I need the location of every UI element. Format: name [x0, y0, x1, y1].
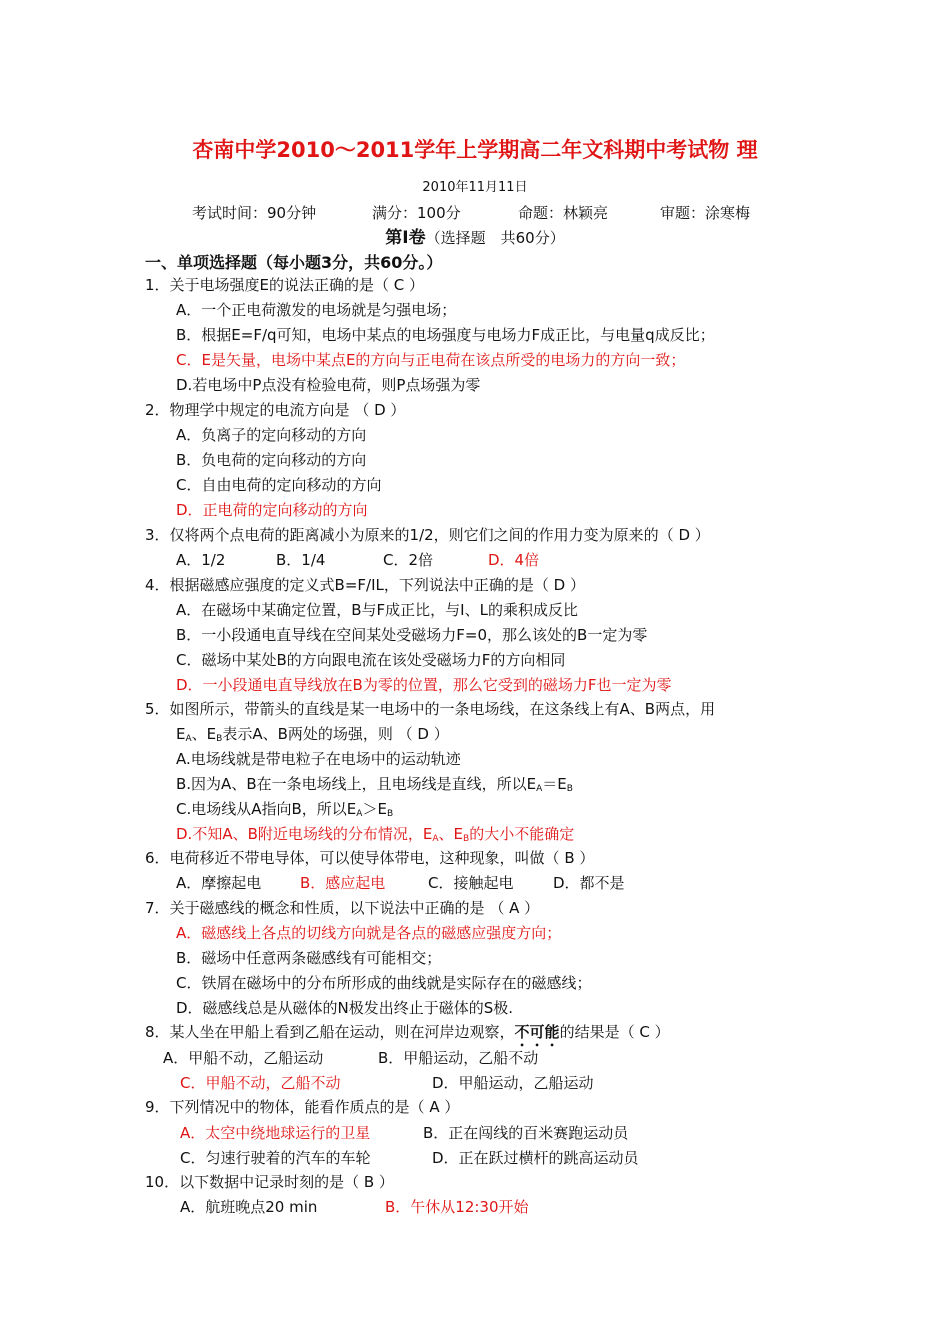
question-5-option-c-pre: C.电场线从A指向B，所以E — [176, 800, 357, 818]
subscript-a: A — [536, 784, 543, 794]
exam-date: 2010年11月11日 — [422, 180, 528, 195]
question-3-stem: 3．仅将两个点电荷的距离减小为原来的1/2，则它们之间的作用力变为原来的（ D ） — [145, 526, 710, 544]
question-5-option-d-mid: 、E — [438, 825, 464, 843]
question-5-option-c-mid: ＞E — [362, 800, 387, 818]
question-5-option-a: A.电场线就是带电粒子在电场中的运动轨迹 — [176, 750, 461, 768]
section-title — [0, 228, 950, 248]
question-5-option-b-pre: B.因为A、B在一条电场线上，且电场线是直线，所以E — [176, 775, 537, 793]
question-7-option-b: B．磁场中任意两条磁感线有可能相交； — [176, 949, 442, 967]
question-8-stem-post: 的结果是（ C ） — [559, 1023, 670, 1041]
question-2-option-c: C．自由电荷的定向移动的方向 — [176, 476, 382, 494]
question-5-option-d-pre: D.不知A、B附近电场线的分布情况，E — [176, 825, 433, 843]
section-title-rest: （选择题 共60分） — [425, 229, 565, 247]
question-10-stem: 10．以下数据中记录时刻的是（ B ） — [145, 1173, 394, 1191]
subscript-b: B — [216, 734, 223, 744]
question-4-option-a: A．在磁场中某确定位置，B与F成正比，与I、L的乘积成反比 — [176, 601, 578, 619]
question-2-option-b: B．负电荷的定向移动的方向 — [176, 451, 367, 469]
question-5-stem2-post: 表示A、B两处的场强，则 （ D ） — [222, 725, 449, 743]
question-1-option-c: C．E是矢量，电场中某点E的方向与正电荷在该点所受的电场力的方向一致； — [176, 351, 686, 369]
question-7-stem: 7．关于磁感线的概念和性质，以下说法中正确的是 （ A ） — [145, 899, 540, 917]
question-9-option-d: D．正在跃过横杆的跳高运动员 — [432, 1149, 639, 1167]
question-7-option-a: A．磁感线上各点的切线方向就是各点的磁感应强度方向； — [176, 924, 562, 942]
question-3-option-c: C．2倍 — [383, 551, 434, 569]
question-5-option-b — [176, 774, 573, 794]
question-8-stem-pre: 8．某人坐在甲船上看到乙船在运动，则在河岸边观察， — [145, 1023, 515, 1041]
question-4-option-d: D．一小段通电直导线放在B为零的位置，那么它受到的磁场力F也一定为零 — [176, 676, 672, 694]
question-1-stem: 1．关于电场强度E的说法正确的是（ C ） — [145, 276, 425, 294]
question-7-option-d: D．磁感线总是从磁体的N极发出终止于磁体的S极. — [176, 999, 514, 1017]
question-9-option-c: C．匀速行驶着的汽车的车轮 — [180, 1149, 371, 1167]
question-4-option-c: C．磁场中某处B的方向跟电流在该处受磁场力F的方向相同 — [176, 651, 566, 669]
question-9-option-a: A．太空中绕地球运行的卫星 — [180, 1124, 371, 1142]
question-1-option-d: D.若电场中P点没有检验电荷，则P点场强为零 — [176, 376, 481, 394]
exam-title: 杏南中学2010～2011学年上学期高二年文科期中考试物 理 — [192, 138, 758, 162]
question-5-stem: 5．如图所示，带箭头的直线是某一电场中的一条电场线，在这条线上有A、B两点，用 — [145, 700, 716, 718]
exam-time: 考试时间：90分钟 — [192, 204, 317, 222]
exam-reviewer: 审题：涂寒梅 — [660, 204, 751, 222]
subscript-a: A — [185, 734, 192, 744]
question-5-option-d — [176, 824, 574, 844]
question-9-stem: 9．下列情况中的物体，能看作质点的是（ A ） — [145, 1098, 460, 1116]
question-6-option-c: C．接触起电 — [428, 874, 514, 892]
part-heading: 一、单项选择题（每小题3分，共60分。） — [145, 253, 443, 272]
subscript-a: A — [432, 834, 439, 844]
subscript-b: B — [566, 784, 573, 794]
question-2-option-a: A．负离子的定向移动的方向 — [176, 426, 367, 444]
question-8-option-a: A．甲船不动，乙船运动 — [163, 1049, 324, 1067]
question-3-option-a: A．1/2 — [176, 551, 226, 569]
question-8-option-b: B．甲船运动，乙船不动 — [378, 1049, 539, 1067]
question-5-option-d-post: 的大小不能确定 — [469, 825, 575, 843]
question-4-stem: 4．根据磁感应强度的定义式B=F/IL，下列说法中正确的是（ D ） — [145, 576, 585, 594]
question-5-stem-line2 — [176, 724, 449, 744]
exam-author: 命题：林颖亮 — [518, 204, 609, 222]
question-1-option-b: B．根据E=F/q可知，电场中某点的电场强度与电场力F成正比，与电量q成反比； — [176, 326, 715, 344]
question-6-option-a: A．摩擦起电 — [176, 874, 262, 892]
question-2-option-d: D．正电荷的定向移动的方向 — [176, 501, 368, 519]
question-9-option-b: B．正在闯线的百米赛跑运动员 — [423, 1124, 629, 1142]
question-10-option-b: B．午休从12:30开始 — [385, 1198, 529, 1216]
question-1-option-a: A．一个正电荷激发的电场就是匀强电场； — [176, 301, 457, 319]
question-5-stem2-mid: 、E — [191, 725, 217, 743]
question-5-option-c — [176, 799, 393, 819]
question-8-stem — [145, 1022, 670, 1050]
section-title-bold: 第Ⅰ卷 — [385, 228, 426, 248]
subscript-a: A — [356, 809, 363, 819]
question-8-stem-emphasis: 不可能 — [514, 1023, 560, 1041]
exam-score: 满分：100分 — [372, 204, 461, 222]
question-4-option-b: B．一小段通电直导线在空间某处受磁场力F=0，那么该处的B一定为零 — [176, 626, 648, 644]
question-6-option-b: B．感应起电 — [300, 874, 386, 892]
question-5-option-b-mid: ＝E — [542, 775, 567, 793]
subscript-b: B — [463, 834, 470, 844]
question-10-option-a: A．航班晚点20 min — [180, 1198, 318, 1216]
question-2-stem: 2．物理学中规定的电流方向是 （ D ） — [145, 401, 406, 419]
question-8-option-c: C．甲船不动，乙船不动 — [180, 1074, 341, 1092]
subscript-b: B — [386, 809, 394, 819]
question-8-option-d: D．甲船运动，乙船运动 — [432, 1074, 594, 1092]
question-3-option-b: B．1/4 — [276, 551, 326, 569]
question-6-option-d: D．都不是 — [553, 874, 625, 892]
question-7-option-c: C．铁屑在磁场中的分布所形成的曲线就是实际存在的磁感线； — [176, 974, 592, 992]
question-3-option-d: D．4倍 — [488, 551, 540, 569]
question-5-stem2-pre: E — [176, 725, 186, 743]
question-6-stem: 6．电荷移近不带电导体，可以使导体带电，这种现象，叫做（ B ） — [145, 849, 595, 867]
